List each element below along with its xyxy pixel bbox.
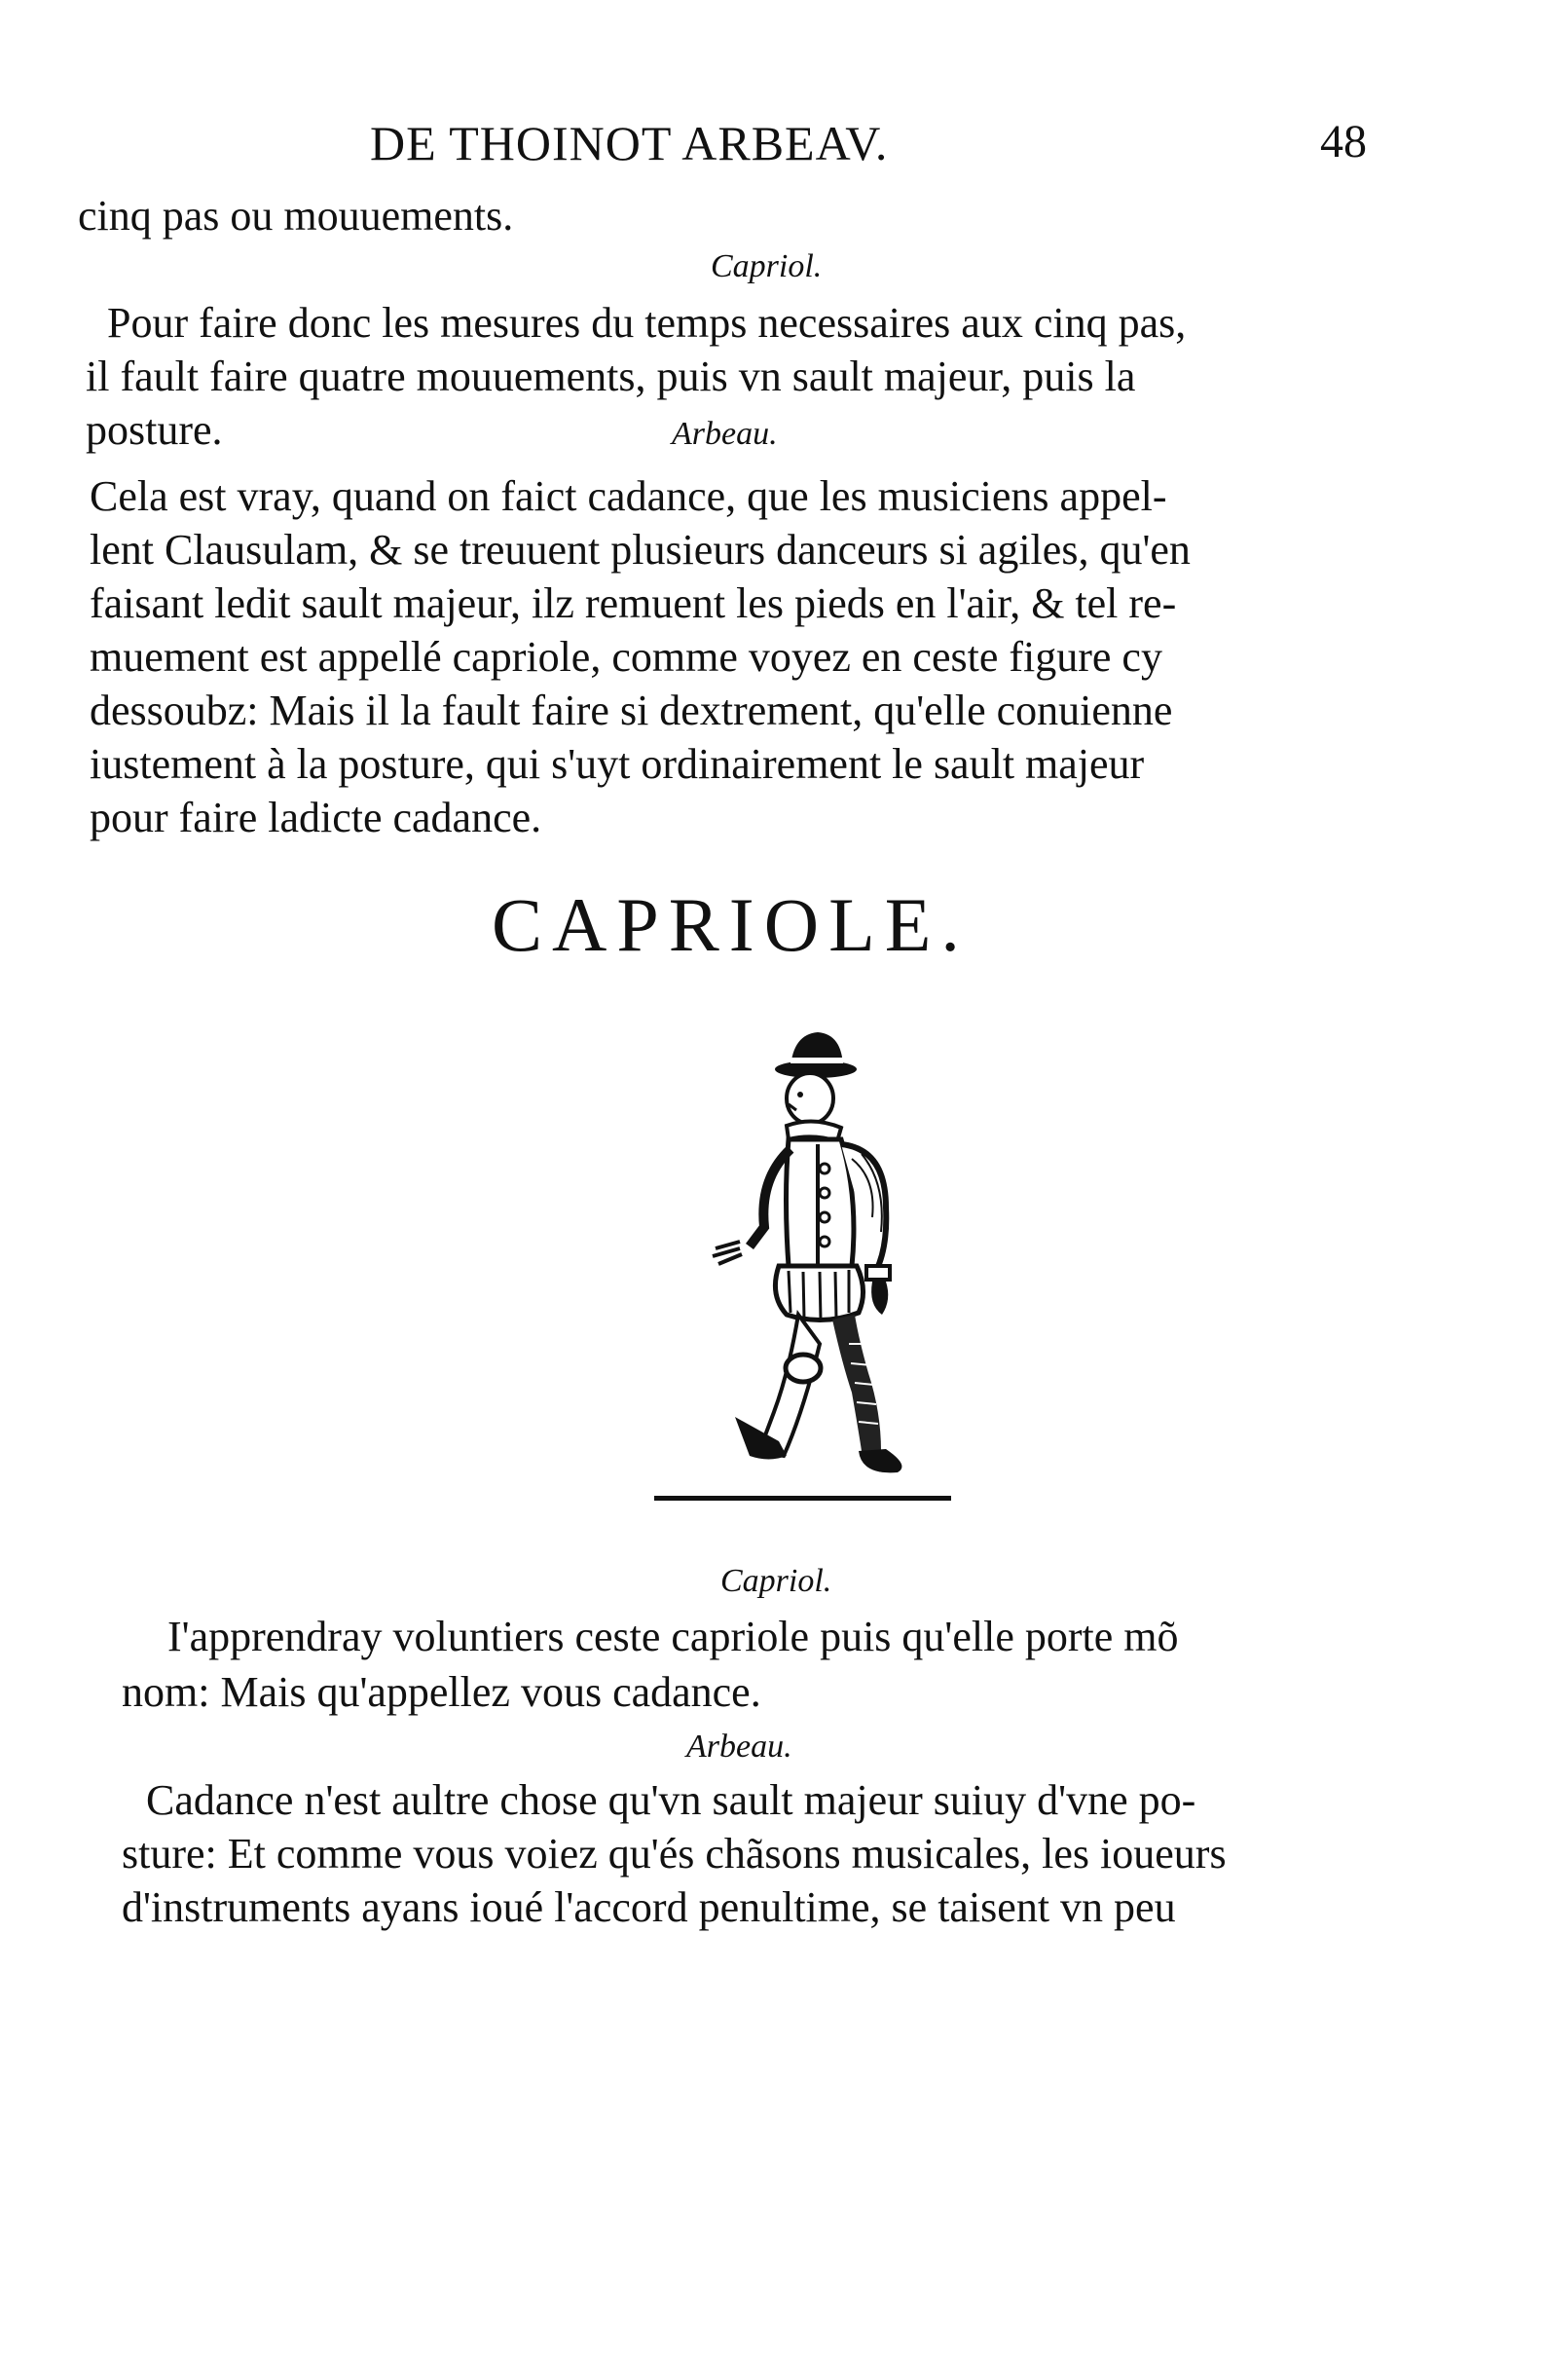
text-line: d'instruments ayans ioué l'accord penultime, se taisent vn peu (122, 1883, 1176, 1931)
text-line: I'apprendray voluntiers ceste capriole puis qu'elle porte mõ (167, 1613, 1179, 1660)
running-header: DE THOINOT ARBEAV. (370, 116, 889, 170)
page-number: 48 (1320, 116, 1367, 167)
text-line: faisant ledit sault majeur, ilz remuent les pieds en l'air, & tel re- (90, 579, 1177, 627)
text-line: cinq pas ou mouuements. (78, 192, 514, 240)
text-line: iustement à la posture, qui s'uyt ordinairement le sault majeur (90, 740, 1145, 788)
text-line: Cela est vray, quand on faict cadance, que les musiciens appel- (90, 472, 1167, 520)
text-line: muement est appellé capriole, comme voyez en ceste figure cy (90, 633, 1162, 681)
text-line: lent Clausulam, & se treuuent plusieurs danceurs si agiles, qu'en (90, 526, 1191, 574)
dancer-woodcut-icon (643, 1023, 964, 1509)
speaker-label: Arbeau. (686, 1729, 792, 1765)
text-line: posture. (86, 406, 223, 454)
figure-baseline (654, 1496, 951, 1501)
text-line: dessoubz: Mais il la fault faire si dextrement, qu'elle conuienne (90, 687, 1173, 734)
text-line: pour faire ladicte cadance. (90, 794, 542, 841)
section-heading: CAPRIOLE. (492, 882, 970, 967)
text-line: sture: Et comme vous voiez qu'és chãsons musicales, les ioueurs (122, 1830, 1227, 1878)
text-line: Cadance n'est aultre chose qu'vn sault majeur suiuy d'vne po- (146, 1776, 1196, 1824)
text-line: il fault faire quatre mouuements, puis vn sault majeur, puis la (86, 353, 1136, 400)
speaker-label: Capriol. (720, 1563, 832, 1599)
text-line: nom: Mais qu'appellez vous cadance. (122, 1668, 761, 1716)
speaker-label: Arbeau. (672, 416, 778, 452)
speaker-label: Capriol. (711, 248, 823, 284)
text-line: Pour faire donc les mesures du temps necessaires aux cinq pas, (107, 299, 1187, 347)
